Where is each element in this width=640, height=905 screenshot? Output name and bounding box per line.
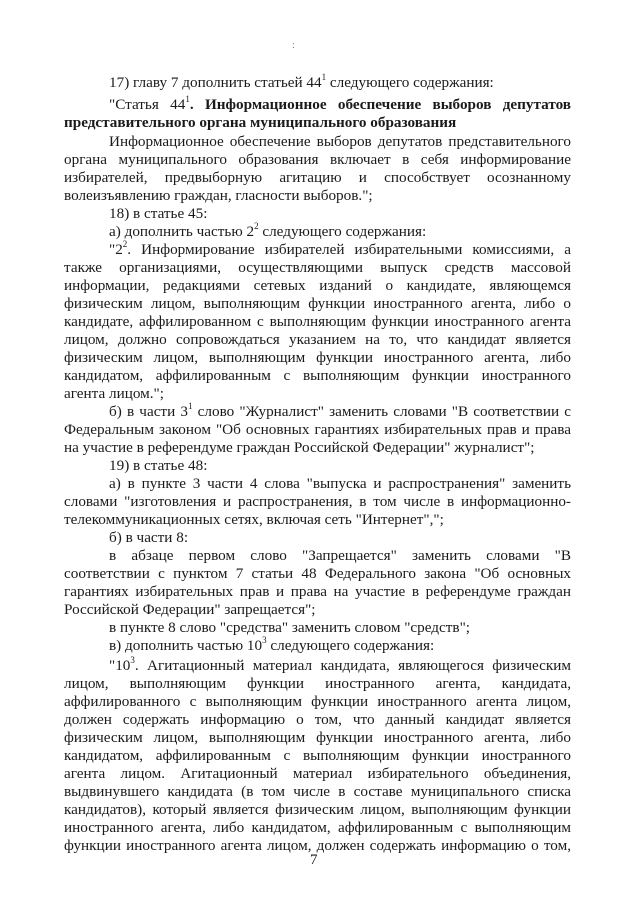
text-line: агента лицом."; — [64, 385, 164, 402]
text-line: информации, редакциями сетевых изданий о кандидате, являющемся — [64, 277, 571, 294]
text-line: органа муниципального образования включает в себя информирование — [64, 151, 571, 168]
text-line: Информационное обеспечение выборов депутатов представительного — [109, 133, 571, 150]
text-line: волеизъявлению граждан, гласности выборов."; — [64, 187, 373, 204]
text-line: лицом, должно сопровождаться указанием на то, что кандидат является — [64, 331, 571, 348]
text-line: аффилированного с выполняющим функции иностранного агента лицом, — [64, 693, 571, 710]
text-line: в) дополнить частью $10^3$ следующего содержания: — [109, 634, 435, 654]
text-line: а) в пункте 3 части 4 слова "выпуска и распространения" заменить — [109, 475, 571, 492]
text-line: физическим лицом, выполняющим функции иностранного агента, либо — [64, 729, 571, 746]
text-line: кандидате, аффилированном с выполняющим функции иностранного агента — [64, 313, 571, 330]
text-line: выдвинувшего кандидата (в том числе в составе муниципального списка — [64, 783, 571, 800]
page-number: 7 — [310, 852, 318, 868]
text-line: телекоммуникационных сетях, включая сеть "Интернет","; — [64, 511, 444, 528]
text-line: Федеральным законом "Об основных гарантиях избирательных прав и права — [64, 421, 571, 438]
text-line: физическим лицом, выполняющим функции иностранного агента, либо — [64, 349, 571, 366]
article-heading: представительного органа муниципального образования — [64, 114, 457, 131]
text-line: иностранного агента, либо кандидатом, аффилированным с выполняющим — [64, 819, 571, 836]
text-line: физическим лицом, выполняющим функции иностранного агента, либо о — [64, 295, 571, 312]
text-line: 19) в статье 48: — [109, 457, 208, 474]
text-line: словами "изготовления и распространения, в том числе в информационно- — [64, 493, 571, 510]
text-line: соответствии с пунктом 7 статьи 48 Федерального закона "Об основных — [64, 565, 571, 582]
text-line: кандидатом, аффилированным с выполняющим функции иностранного — [64, 747, 571, 764]
text-line: б) в части $3^1$ слово "Журналист" заменить словами "В соответствии с — [109, 400, 572, 420]
article-heading: "Статья $44^1$. Информационное обеспечение выборов депутатов — [109, 93, 571, 113]
text-line: гарантиях избирательных прав и права на участие в референдуме граждан — [64, 583, 571, 600]
text-line: в абзаце первом слово "Запрещается" заменить словами "В — [109, 547, 571, 564]
text-line: в пункте 8 слово "средства" заменить словом "средств"; — [109, 619, 470, 636]
text-line: кандидатов), который является физическим лицом, выполняющим функции — [64, 801, 571, 818]
text-line: б) в части 8: — [109, 529, 189, 546]
text-line: агента лицом. Агитационный материал избирательного объединения, — [64, 765, 571, 782]
text-line: также организациями, осуществляющими выпуск средств массовой — [64, 259, 571, 276]
text-line: а) дополнить частью $2^2$ следующего содержания: — [109, 220, 427, 240]
text-line: должен содержать информацию о том, что данный кандидат является — [64, 711, 571, 728]
text-line: избирателей, предвыборную агитацию и способствует осознанному — [64, 169, 571, 186]
text-line: функции иностранного агента лицом, должен содержать информацию о том, — [64, 837, 571, 854]
text-line: 17) главу 7 дополнить статьей $44^1$ следующего содержания: — [109, 71, 494, 91]
scan-speck: : — [292, 40, 295, 51]
text-line: кандидатом, аффилированным с выполняющим функции иностранного — [64, 367, 571, 384]
text-line: "$2^2$. Информирование избирателей избирательными комиссиями, а — [109, 238, 571, 258]
text-line: 18) в статье 45: — [109, 205, 208, 222]
text-line: на участие в референдуме граждан Российской Федерации" журналист"; — [64, 439, 535, 456]
text-line: "$10^3$. Агитационный материал кандидата, являющегося физическим — [109, 654, 571, 674]
text-line: лицом, выполняющим функции иностранного агента, кандидата, — [64, 675, 571, 692]
text-line: Российской Федерации" запрещается"; — [64, 601, 316, 618]
